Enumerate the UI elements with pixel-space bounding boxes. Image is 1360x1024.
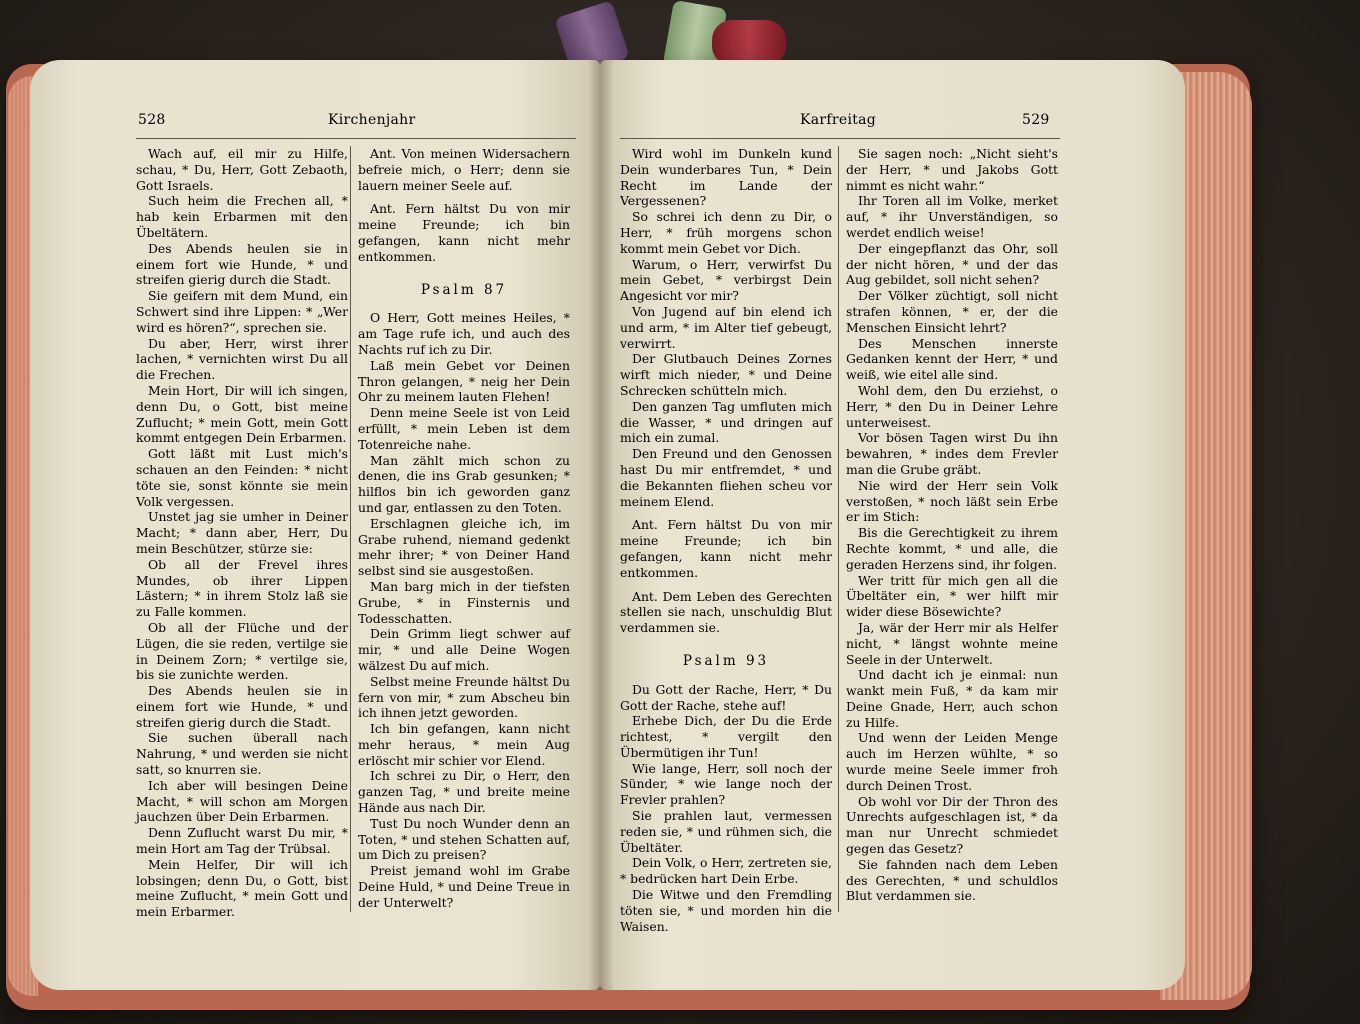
verse-line: Du aber, Herr, wirst ihrer lachen, * vernichten wirst Du all die Frechen. bbox=[136, 335, 348, 383]
verse-line: Wohl dem, den Du erziehst, o Herr, * den Du in Deiner Lehre unterweisest. bbox=[846, 382, 1058, 430]
antiphon: Ant. Fern hältst Du von mir meine Freunde; ich bin gefangen, kann nicht mehr entkommen. bbox=[620, 517, 832, 580]
verse-line: Sie sagen noch: „Nicht sieht's der Herr, * und Jakobs Gott nimmt es nicht wahr.“ bbox=[846, 146, 1058, 193]
psalm-heading: Psalm 87 bbox=[420, 281, 508, 298]
verse-line: Man zählt mich schon zu denen, die ins Grab gesunken; * hilflos bin ich geworden ganz und gar, entlassen zu den Toten. bbox=[358, 452, 570, 515]
verse-line: Nie wird der Herr sein Volk verstoßen, * noch läßt sein Erbe er im Stich: bbox=[846, 477, 1058, 525]
verse-line: Selbst meine Freunde hältst Du fern von mir, * zum Abscheu bin ich ihnen jetzt geworden. bbox=[358, 673, 570, 721]
left-page-column-2 bbox=[358, 146, 570, 911]
verse-line: Erhebe Dich, der Du die Erde richtest, * vergilt den Übermütigen ihr Tun! bbox=[620, 713, 832, 760]
verse-line: Wird wohl im Dunkeln kund Dein wunderbares Tun, * Dein Recht im Lande der Vergessenen? bbox=[620, 146, 832, 209]
verse-line: Mein Hort, Dir will ich singen, denn Du, o Gott, bist meine Zuflucht; * mein Gott, mein Gott kommt entgegen Dein Erbarmen. bbox=[136, 382, 348, 446]
verse-line: Wach auf, eil mir zu Hilfe, schau, * Du, Herr, Gott Zebaoth, Gott Israels. bbox=[136, 146, 348, 193]
verse-line: Ich schrei zu Dir, o Herr, den ganzen Tag, * und breite meine Hände aus nach Dir. bbox=[358, 768, 570, 816]
verse-line: Den Freund und den Genossen hast Du mir entfremdet, * und die Bekannten fliehen scheu vor meinem Elend. bbox=[620, 446, 832, 509]
verse-line: Von Jugend auf bin elend ich und arm, * im Alter tief gebeugt, verwirrt. bbox=[620, 303, 832, 351]
verse-line: Vor bösen Tagen wirst Du ihn bewahren, * indes dem Frevler man die Grube gräbt. bbox=[846, 430, 1058, 477]
verse-line: Unstet jag sie umher in Deiner Macht; * dann aber, Herr, Du mein Beschützer, stürze sie: bbox=[136, 509, 348, 556]
right-running-head: Karfreitag bbox=[800, 112, 877, 128]
verse-line: So schrei ich denn zu Dir, o Herr, * früh morgens schon kommt mein Gebet vor Dich. bbox=[620, 209, 832, 256]
right-page-column-2 bbox=[846, 146, 1058, 904]
verse-line: Die Witwe und den Fremdling töten sie, * und morden hin die Waisen. bbox=[620, 887, 832, 934]
verse-line: Sie geifern mit dem Mund, ein Schwert sind ihre Lippen: * „Wer wird es hören?“, sprechen sie. bbox=[136, 288, 348, 335]
verse-line: Der Glutbauch Deines Zornes wirft mich nieder, * und Deine Schrecken schütteln mich. bbox=[620, 351, 832, 398]
verse-line: Denn meine Seele ist von Leid erfüllt, * mein Leben ist dem Totenreiche nahe. bbox=[358, 405, 570, 452]
verse-line: Des Abends heulen sie in einem fort wie Hunde, * und streifen gierig durch die Stadt. bbox=[136, 683, 348, 730]
verse-line: Mein Helfer, Dir will ich lobsingen; denn Du, o Gott, bist meine Zuflucht, * mein Gott und mein Erbarmer. bbox=[136, 856, 348, 920]
psalm-heading: Psalm 93 bbox=[682, 652, 770, 669]
verse-line: Ich bin gefangen, kann nicht mehr heraus, * mein Aug erlöscht mir schier vor Elend. bbox=[358, 721, 570, 768]
left-header-rule bbox=[136, 138, 576, 139]
left-page-number: 528 bbox=[138, 112, 166, 128]
verse-line: Sie fahnden nach dem Leben des Gerechten, * und schuldlos Blut verdammen sie. bbox=[846, 856, 1058, 904]
verse-line: Ihr Toren all im Volke, merket auf, * ihr Unverständigen, so werdet endlich weise! bbox=[846, 193, 1058, 240]
left-page-column-1 bbox=[136, 146, 348, 920]
verse-line: Du Gott der Rache, Herr, * Du Gott der Rache, stehe auf! bbox=[620, 681, 832, 713]
verse-line: Dein Grimm liegt schwer auf mir, * und alle Deine Wogen wälzest Du auf mich. bbox=[358, 626, 570, 673]
right-column-divider bbox=[838, 146, 839, 912]
verse-line: Der Völker züchtigt, soll nicht strafen können, * er, der die Menschen Einsicht lehrt? bbox=[846, 288, 1058, 335]
verse-line: Ob all der Frevel ihres Mundes, ob ihrer Lippen Lästern; * in ihrem Stolz laß sie zu Falle kommen. bbox=[136, 556, 348, 620]
right-header-rule bbox=[620, 138, 1060, 139]
antiphon: Ant. Dem Leben des Gerechten stellen sie nach, unschuldig Blut verdammen sie. bbox=[620, 588, 832, 636]
verse-line: Warum, o Herr, verwirfst Du mein Gebet, * verbirgst Dein Angesicht vor mir? bbox=[620, 256, 832, 304]
verse-line: Erschlagnen gleiche ich, im Grabe ruhend, niemand gedenkt mehr ihrer; * von Deiner Hand selbst sind sie ausgestoßen. bbox=[358, 515, 570, 579]
verse-line: Wer tritt für mich gen all die Übeltäter ein, * wer hilft mir wider diese Bösewichte? bbox=[846, 572, 1058, 620]
psalm-verses bbox=[358, 310, 570, 910]
left-running-head: Kirchenjahr bbox=[328, 112, 416, 128]
verse-line: Ob all der Flüche und der Lügen, die sie reden, vertilge sie in Deinem Zorn; * vertilge sie, bis sie zunichte werden. bbox=[136, 619, 348, 683]
verse-line: Der eingepflanzt das Ohr, soll der nicht hören, * und der das Aug gebildet, soll nicht sehen? bbox=[846, 240, 1058, 288]
verse-line: Such heim die Frechen all, * hab kein Erbarmen mit den Übeltätern. bbox=[136, 193, 348, 240]
right-page-number: 529 bbox=[1022, 112, 1050, 128]
verse-line: Bis die Gerechtigkeit zu ihrem Rechte kommt, * und alle, die geraden Herzens sind, ihr folgen. bbox=[846, 525, 1058, 572]
psalm-verses bbox=[620, 146, 832, 509]
verse-line: Des Abends heulen sie in einem fort wie Hunde, * und streifen gierig durch die Stadt. bbox=[136, 240, 348, 288]
verse-line: Preist jemand wohl im Grabe Deine Huld, * und Deine Treue in der Unterwelt? bbox=[358, 863, 570, 910]
antiphon: Ant. Von meinen Widersachern befreie mich, o Herr; denn sie lauern meiner Seele auf. bbox=[358, 146, 570, 193]
verse-line: Laß mein Gebet vor Deinen Thron gelangen, * neig her Dein Ohr zu meinem lauten Flehen! bbox=[358, 357, 570, 405]
verse-line: Des Menschen innerste Gedanken kennt der Herr, * und weiß, wie eitel alle sind. bbox=[846, 335, 1058, 383]
psalm-verses bbox=[620, 682, 832, 935]
verse-line: Denn Zuflucht warst Du mir, * mein Hort am Tag der Trübsal. bbox=[136, 825, 348, 857]
verse-line: Dein Volk, o Herr, zertreten sie, * bedrücken hart Dein Erbe. bbox=[620, 855, 832, 887]
verse-line: Ob wohl vor Dir der Thron des Unrechts aufgeschlagen ist, * da man nur Unrecht schmiedet gegen das Gesetz? bbox=[846, 793, 1058, 857]
verse-line: O Herr, Gott meines Heiles, * am Tage rufe ich, und auch des Nachts ruf ich zu Dir. bbox=[358, 310, 570, 357]
verse-line: Wie lange, Herr, soll noch der Sünder, * wie lange noch der Frevler prahlen? bbox=[620, 760, 832, 808]
verse-line: Und dacht ich je einmal: nun wankt mein Fuß, * da kam mir Deine Gnade, Herr, auch schon zu Hilfe. bbox=[846, 667, 1058, 730]
verse-line: Den ganzen Tag umfluten mich die Wasser, * und dringen auf mich ein zumal. bbox=[620, 398, 832, 446]
verse-line: Gott läßt mit Lust mich's schauen an den Feinden: * nicht töte sie, sonst könnte sie mein Volk vergessen. bbox=[136, 446, 348, 509]
verse-line: Tust Du noch Wunder denn an Toten, * und stehen Schatten auf, um Dich zu preisen? bbox=[358, 815, 570, 863]
verse-line: Ja, wär der Herr mir als Helfer nicht, * längst wohnte meine Seele in der Unterwelt. bbox=[846, 619, 1058, 667]
verse-line: Und wenn der Leiden Menge auch im Herzen wühlte, * so wurde meine Seele immer froh durch Deinen Trost. bbox=[846, 730, 1058, 793]
verse-line: Sie prahlen laut, vermessen reden sie, * und rühmen sich, die Übeltäter. bbox=[620, 808, 832, 855]
antiphon: Ant. Fern hältst Du von mir meine Freunde; ich bin gefangen, kann nicht mehr entkommen. bbox=[358, 201, 570, 264]
verse-line: Sie suchen überall nach Nahrung, * und werden sie nicht satt, so knurren sie. bbox=[136, 730, 348, 778]
left-column-divider bbox=[350, 146, 351, 912]
verse-line: Man barg mich in der tiefsten Grube, * in Finsternis und Todesschatten. bbox=[358, 578, 570, 626]
verse-line: Ich aber will besingen Deine Macht, * will schon am Morgen jauchzen über Dein Erbarmen. bbox=[136, 777, 348, 825]
book-gutter bbox=[588, 60, 614, 990]
right-page-column-1 bbox=[620, 146, 832, 934]
